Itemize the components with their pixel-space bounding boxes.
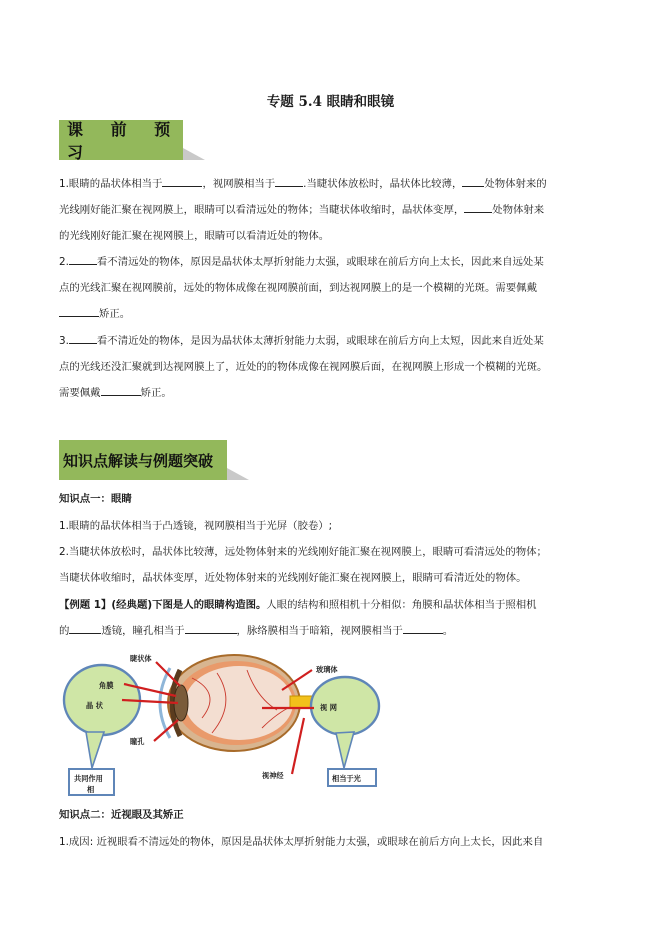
label-retina: 视 网 xyxy=(320,703,337,712)
eye-structure-diagram xyxy=(52,648,392,796)
label-lens: 晶 状 xyxy=(86,701,103,710)
answer-blank xyxy=(69,332,97,344)
knowledge-point-1-heading: 知识点一：眼睛 xyxy=(59,493,132,505)
section-banner-knowledge: 知识点解读与例题突破 xyxy=(59,440,227,480)
preview-p3-line3: 需要佩戴 矫正。 xyxy=(59,380,607,406)
label-combined: 共同作用 xyxy=(74,774,103,783)
answer-blank xyxy=(464,201,492,213)
knowledge-point-2-line1: 1.成因: 近视眼看不清远处的物体，原因是晶状体太厚折射能力太强，或眼球在前后方向上太长，因此来自 xyxy=(59,836,544,848)
page-title: 专题 5.4 眼睛和眼镜 xyxy=(266,94,395,110)
eyeball-vitreous xyxy=(185,666,293,740)
answer-blank xyxy=(275,175,303,187)
knowledge-point-1-line1: 1.眼睛的晶状体相当于凸透镜，视网膜相当于光屏（胶卷）; xyxy=(59,520,333,532)
label-vitreous: 玻璃体 xyxy=(316,665,338,674)
answer-blank xyxy=(162,175,202,187)
section-banner-preview: 课 前 预 习 xyxy=(59,120,183,160)
answer-blank xyxy=(403,622,443,634)
label-optic-nerve: 视神经 xyxy=(262,771,284,780)
answer-blank xyxy=(69,253,97,265)
example-1-line1: 【例题 1】(经典题)下图是人的眼睛构造图。人眼的结构和照相机十分相似：角膜和晶状体相当于照相机 xyxy=(59,599,537,611)
answer-blank xyxy=(59,305,99,317)
preview-p1-line3: 的光线刚好能汇聚在视网膜上，眼睛可以看清近处的物体。 xyxy=(59,230,330,242)
knowledge-point-2-heading: 知识点二：近视眼及其矫正 xyxy=(59,809,184,821)
answer-blank xyxy=(69,622,101,634)
label-xiang: 相 xyxy=(87,785,95,794)
label-ciliary: 睫状体 xyxy=(130,654,152,663)
answer-blank xyxy=(462,175,484,187)
knowledge-point-1-line3: 当睫状体收缩时，晶状体变厚，近处物体射来的光线刚好能汇聚在视网膜上，眼睛可看清近处的物体。 xyxy=(59,572,527,584)
preview-p1-line2: 光线刚好能汇聚在视网膜上，眼睛可以看清远处的物体；当睫状体收缩时，晶状体变厚， 处物体射来 xyxy=(59,197,607,223)
label-pupil: 瞳孔 xyxy=(130,737,145,746)
preview-p3-line1: 3. 看不清近处的物体，是因为晶状体太薄折射能力太弱，或眼球在前后方向上太短，因此来自近处某 xyxy=(59,328,607,354)
preview-p3-line2: 点的光线还没汇聚就到达视网膜上了，近处的的物体成像在视网膜后面，在视网膜上形成一个模糊的光斑。 xyxy=(59,361,548,373)
answer-blank xyxy=(101,384,141,396)
label-cornea: 角膜 xyxy=(99,681,114,690)
label-equivalent: 相当于光 xyxy=(332,774,361,783)
preview-p2-line2: 点的光线汇聚在视网膜前，远处的物体成像在视网膜前面，到达视网膜上的是一个模糊的光斑。需要佩戴 xyxy=(59,282,537,294)
knowledge-point-1-line2: 2.当睫状体放松时，晶状体比较薄，远处物体射来的光线刚好能汇聚在视网膜上，眼睛可看清远处的物体； xyxy=(59,546,547,558)
example-1-line2: 的 透镜，瞳孔相当于 ，脉络膜相当于暗箱，视网膜相当于 。 xyxy=(59,618,607,644)
preview-p2-line1: 2. 看不清远处的物体，原因是晶状体太厚折射能力太强，或眼球在前后方向上太长，因此来自远处某 xyxy=(59,249,607,275)
answer-blank xyxy=(185,622,237,634)
preview-p2-line3: 矫正。 xyxy=(59,301,607,327)
preview-p1-line1: 1.眼睛的晶状体相当于 ，视网膜相当于 .当睫状体放松时，晶状体比较薄， 处物体射来的 xyxy=(59,171,607,197)
